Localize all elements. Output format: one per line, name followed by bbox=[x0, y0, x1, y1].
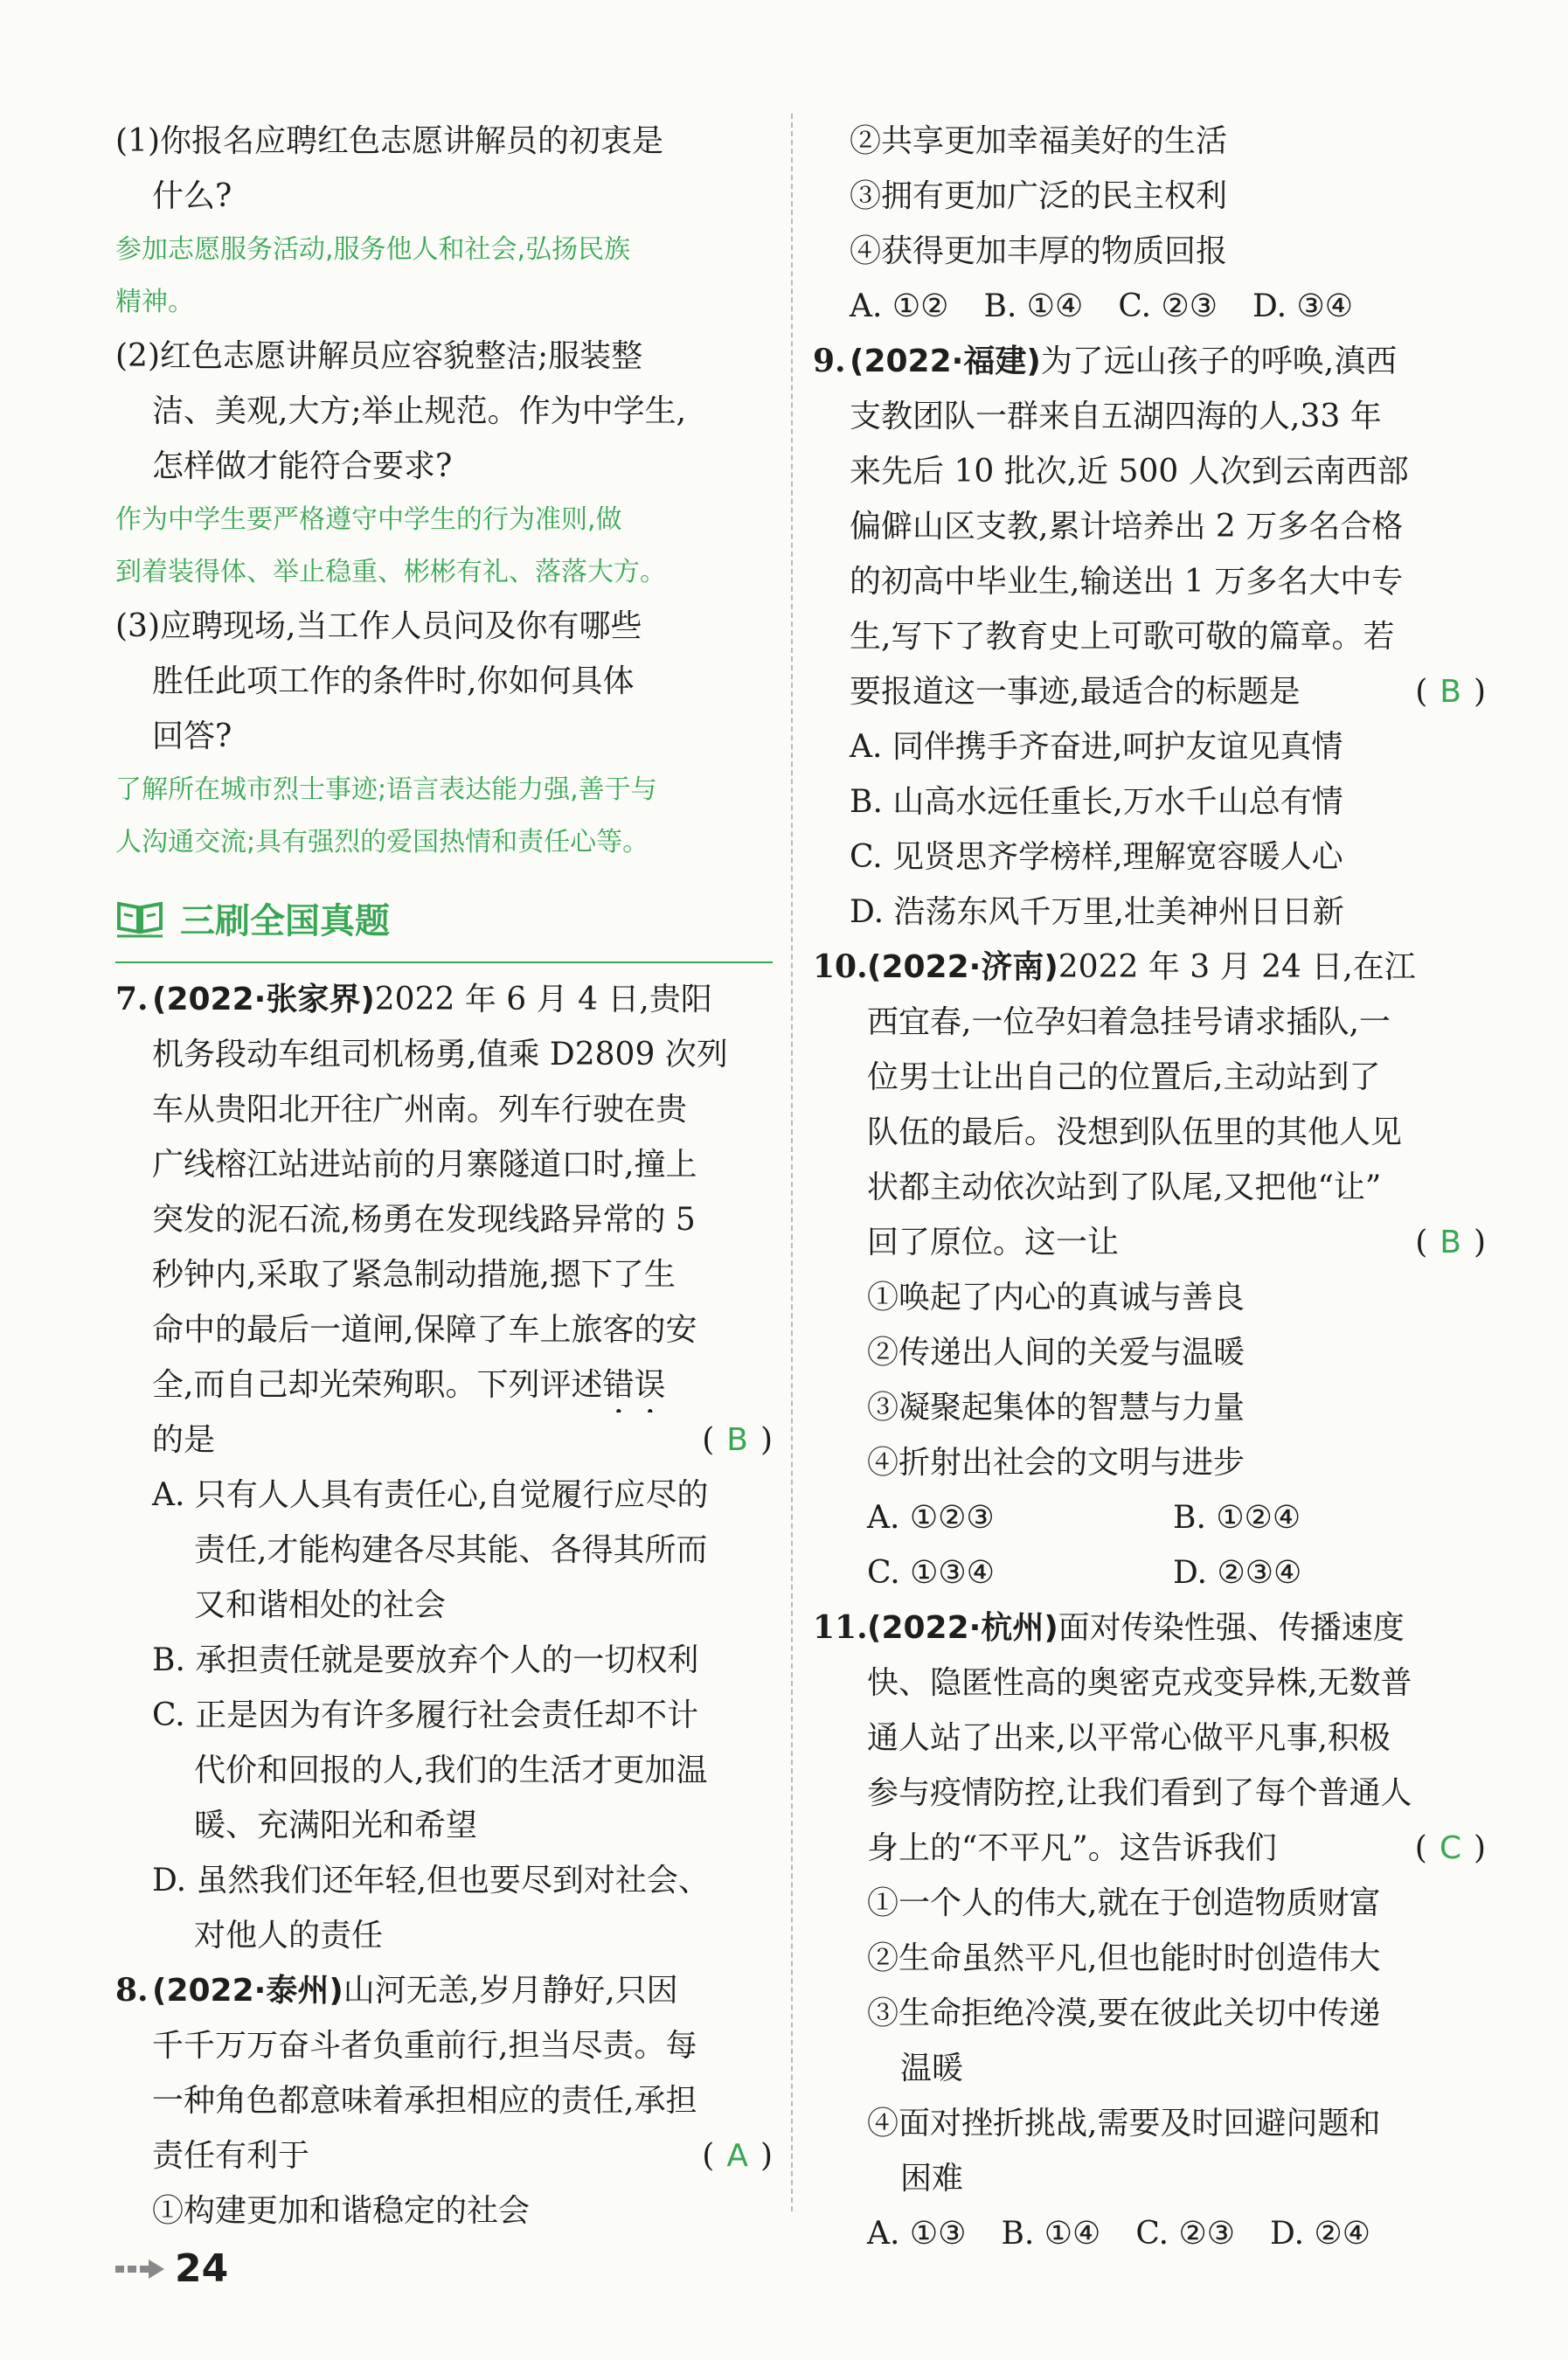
q3-text: 胜任此项工作的条件时,你如何具体 bbox=[152, 663, 635, 699]
section-header bbox=[115, 874, 773, 963]
question-text: 秒钟内,采取了紧急制动措施,摁下了生 bbox=[152, 1257, 676, 1293]
question-text bbox=[115, 1357, 773, 1413]
option-b: B. ①④ bbox=[1001, 2216, 1101, 2252]
choice-item: ①唤起了内心的真诚与善良 bbox=[867, 1280, 1245, 1315]
left-column bbox=[115, 114, 773, 2239]
question-text: 状都主动依次站到了队尾,又把他“让” bbox=[867, 1170, 1382, 1205]
question-text: 2022 年 3 月 24 日,在江 bbox=[1058, 949, 1416, 985]
question-text: 回了原位。这一让 bbox=[867, 1225, 1120, 1260]
option-d: D. ②③④ bbox=[1173, 1555, 1302, 1591]
answer-blank: ( B ) bbox=[702, 1422, 773, 1458]
question-text: 支教团队一群来自五湖四海的人,33 年 bbox=[850, 399, 1382, 434]
question-text: 面对传染性强、传播速度 bbox=[1058, 1610, 1405, 1646]
q1-text: 什么? bbox=[152, 178, 232, 214]
answer-letter: B bbox=[1440, 1225, 1461, 1260]
question-text: 2022 年 6 月 4 日,贵阳 bbox=[374, 982, 712, 1017]
emphasis-text: 错误 bbox=[602, 1367, 666, 1403]
q1-text: (1)你报名应聘红色志愿讲解员的初衷是 bbox=[115, 123, 663, 159]
option-c: 代价和回报的人,我们的生活才更加温 bbox=[194, 1753, 708, 1788]
question-stem-end bbox=[813, 1215, 1486, 1270]
book-icon bbox=[115, 897, 164, 939]
question-text: 快、隐匿性高的奥密克戎变异株,无数普 bbox=[867, 1665, 1412, 1701]
question-9 bbox=[813, 334, 1486, 389]
option-c: C. ①③④ bbox=[867, 1555, 995, 1591]
answer-letter: A bbox=[726, 2138, 748, 2174]
choice-item: ④获得更加丰厚的物质回报 bbox=[850, 233, 1228, 269]
q2-answer: 到着装得体、举止稳重、彬彬有礼、落落大方。 bbox=[115, 557, 666, 587]
option-a: A. 同伴携手齐奋进,呵护友谊见真情 bbox=[850, 729, 1343, 765]
choice-item: ②生命虽然平凡,但也能时时创造伟大 bbox=[867, 1940, 1381, 1976]
option-b: B. ①④ bbox=[983, 288, 1084, 324]
choice-item: ②传递出人间的关爱与温暖 bbox=[867, 1335, 1245, 1371]
page-footer bbox=[115, 2246, 228, 2291]
column-divider bbox=[791, 114, 793, 2211]
question-stem-end bbox=[813, 1821, 1486, 1876]
question-source: (2022·张家界) bbox=[152, 982, 375, 1017]
choice-item: ③凝聚起集体的智慧与力量 bbox=[867, 1390, 1245, 1426]
choice-item: ①构建更加和谐稳定的社会 bbox=[152, 2193, 531, 2229]
choice-item: ④折射出社会的文明与进步 bbox=[867, 1445, 1245, 1481]
option-c: C. 见贤思齐学榜样,理解宽容暖人心 bbox=[850, 839, 1343, 875]
question-text: 机务段动车组司机杨勇,值乘 D2809 次列 bbox=[152, 1037, 728, 1072]
question-text: 的是 bbox=[152, 1422, 216, 1458]
question-text: 全,而自己却光荣殉职。下列评述 bbox=[152, 1367, 603, 1403]
options-row bbox=[813, 279, 1486, 334]
q3-answer: 了解所在城市烈士事迹;语言表达能力强,善于与 bbox=[115, 774, 657, 805]
right-column bbox=[813, 114, 1486, 2261]
option-a: 责任,才能构建各尽其能、各得其所而 bbox=[194, 1532, 708, 1568]
answer-letter: C bbox=[1439, 1830, 1461, 1866]
options-grid bbox=[813, 1490, 1486, 1545]
question-text: 为了远山孩子的呼唤,滇西 bbox=[1040, 344, 1398, 379]
option-a: A. 只有人人具有责任心,自觉履行应尽的 bbox=[152, 1477, 709, 1513]
answer-letter: B bbox=[1440, 674, 1461, 710]
option-b: B. 承担责任就是要放弃个人的一切权利 bbox=[152, 1642, 699, 1678]
question-text: 的初高中毕业生,输送出 1 万多名大中专 bbox=[850, 564, 1404, 600]
option-a: A. ①② bbox=[850, 288, 949, 324]
option-b: B. ①②④ bbox=[1173, 1500, 1301, 1536]
answer-blank: ( B ) bbox=[1415, 674, 1486, 710]
q3-text: (3)应聘现场,当工作人员问及你有哪些 bbox=[115, 608, 642, 644]
option-d: D. ③④ bbox=[1252, 288, 1354, 324]
question-text: 偏僻山区支教,累计培养出 2 万多名合格 bbox=[850, 509, 1404, 545]
q2-text: 怎样做才能符合要求? bbox=[152, 448, 453, 484]
question-10 bbox=[813, 940, 1486, 995]
choice-item: ③拥有更加广泛的民主权利 bbox=[850, 178, 1228, 214]
question-text: 生,写下了教育史上可歌可敬的篇章。若 bbox=[850, 619, 1395, 655]
choice-item: ①一个人的伟大,就在于创造物质财富 bbox=[867, 1885, 1381, 1921]
question-stem-end bbox=[813, 664, 1486, 719]
question-stem-end bbox=[115, 1413, 773, 1468]
option-b: B. 山高水远任重长,万水千山总有情 bbox=[850, 784, 1343, 820]
answer-blank: ( B ) bbox=[1415, 1225, 1486, 1260]
option-d: D. ②④ bbox=[1270, 2216, 1371, 2252]
question-text: 一种角色都意味着承担相应的责任,承担 bbox=[152, 2083, 697, 2119]
choice-item: 温暖 bbox=[900, 2051, 964, 2086]
q2-answer: 作为中学生要严格遵守中学生的行为准则,做 bbox=[115, 504, 622, 535]
question-text: 责任有利于 bbox=[152, 2138, 310, 2174]
answer-blank: ( C ) bbox=[1414, 1830, 1486, 1866]
choice-item: 困难 bbox=[900, 2161, 964, 2197]
question-7 bbox=[115, 972, 773, 1027]
q1-answer: 参加志愿服务活动,服务他人和社会,弘扬民族 bbox=[115, 234, 631, 265]
q3-answer: 人沟通交流;具有强烈的爱国热情和责任心等。 bbox=[115, 827, 649, 857]
question-text: 通人站了出来,以平常心做平凡事,积极 bbox=[867, 1720, 1391, 1756]
option-c: 暖、充满阳光和希望 bbox=[194, 1808, 478, 1843]
question-source: (2022·泰州) bbox=[152, 1973, 343, 2009]
question-text: 来先后 10 批次,近 500 人次到云南西部 bbox=[850, 454, 1409, 489]
option-a: 又和谐相处的社会 bbox=[194, 1587, 447, 1623]
answer-letter: B bbox=[726, 1422, 748, 1458]
question-number: 7. bbox=[115, 981, 149, 1017]
question-text: 西宜春,一位孕妇着急挂号请求插队,一 bbox=[867, 1004, 1391, 1040]
question-11 bbox=[813, 1600, 1486, 1655]
question-text: 千千万万奋斗者负重前行,担当尽责。每 bbox=[152, 2028, 697, 2064]
choice-item: ③生命拒绝冷漠,要在彼此关切中传递 bbox=[867, 1996, 1381, 2031]
question-text: 山河无恙,岁月静好,只因 bbox=[343, 1973, 678, 2009]
option-d: 对他人的责任 bbox=[194, 1918, 384, 1954]
option-d: D. 虽然我们还年轻,但也要尽到对社会、 bbox=[152, 1863, 710, 1898]
question-stem-end bbox=[115, 2128, 773, 2183]
question-text: 车从贵阳北开往广州南。列车行驶在贵 bbox=[152, 1092, 688, 1128]
options-grid bbox=[813, 1545, 1486, 1600]
question-text: 位男士让出自己的位置后,主动站到了 bbox=[867, 1059, 1381, 1095]
q2-text: 洁、美观,大方;举止规范。作为中学生, bbox=[152, 393, 687, 429]
option-a: A. ①③ bbox=[867, 2216, 967, 2252]
question-8 bbox=[115, 1963, 773, 2018]
section-title: 三刷全国真题 bbox=[180, 900, 390, 941]
q1-answer: 精神。 bbox=[115, 287, 194, 317]
question-source: (2022·济南) bbox=[867, 949, 1058, 985]
option-c: C. ②③ bbox=[1135, 2216, 1236, 2252]
options-row bbox=[813, 2206, 1486, 2261]
question-number: 11. bbox=[813, 1609, 868, 1646]
question-text: 命中的最后一道闸,保障了车上旅客的安 bbox=[152, 1312, 697, 1348]
choice-item: ②共享更加幸福美好的生活 bbox=[850, 123, 1228, 159]
q2-text: (2)红色志愿讲解员应容貌整洁;服装整 bbox=[115, 338, 643, 374]
question-text: 队伍的最后。没想到队伍里的其他人见 bbox=[867, 1114, 1403, 1150]
answer-blank: ( A ) bbox=[702, 2138, 773, 2174]
question-number: 8. bbox=[115, 1972, 149, 2009]
q3-text: 回答? bbox=[152, 718, 232, 754]
question-text: 广线榕江站进站前的月寨隧道口时,撞上 bbox=[152, 1147, 697, 1183]
question-number: 10. bbox=[813, 948, 868, 985]
option-a: A. ①②③ bbox=[867, 1500, 995, 1536]
option-c: C. 正是因为有许多履行社会责任却不计 bbox=[152, 1697, 699, 1733]
question-text: 要报道这一事迹,最适合的标题是 bbox=[850, 674, 1301, 710]
page-number: 24 bbox=[175, 2246, 229, 2291]
question-text: 参与疫情防控,让我们看到了每个普通人 bbox=[867, 1775, 1412, 1811]
option-c: C. ②③ bbox=[1118, 288, 1218, 324]
question-number: 9. bbox=[813, 343, 846, 379]
question-text: 身上的“不平凡”。这告诉我们 bbox=[867, 1830, 1277, 1866]
question-source: (2022·杭州) bbox=[867, 1610, 1058, 1646]
arrow-right-icon bbox=[115, 2258, 166, 2280]
option-d: D. 浩荡东风千万里,壮美神州日日新 bbox=[850, 894, 1344, 930]
question-text: 突发的泥石流,杨勇在发现线路异常的 5 bbox=[152, 1202, 696, 1238]
question-source: (2022·福建) bbox=[850, 344, 1041, 379]
choice-item: ④面对挫折挑战,需要及时回避问题和 bbox=[867, 2106, 1381, 2141]
